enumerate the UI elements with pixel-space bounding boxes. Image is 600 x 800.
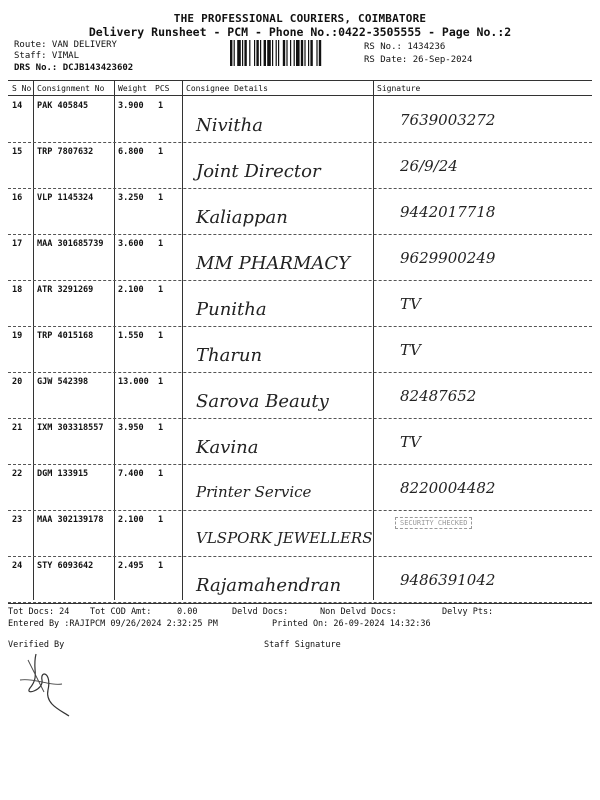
- barcode-bar: [294, 40, 295, 66]
- row-consignee-handwritten: Nivitha: [196, 115, 263, 136]
- barcode-bar: [256, 40, 258, 66]
- row-consignee-handwritten: Printer Service: [196, 483, 312, 501]
- row-sno: 18: [12, 285, 23, 295]
- row-weight: 3.900: [118, 101, 144, 111]
- col-pcs: PCS: [155, 84, 170, 93]
- route-label: Route: VAN DELIVERY: [14, 40, 117, 50]
- row-consignment-no: TRP 7807632: [37, 147, 94, 157]
- table-header-border: [8, 95, 592, 96]
- row-signature-handwritten: 9442017718: [400, 203, 496, 221]
- barcode-bar: [301, 40, 303, 66]
- row-consignment-no: ATR 3291269: [37, 285, 94, 295]
- non-delivered-docs: Non Delvd Docs:: [320, 607, 397, 617]
- verified-by-label: Verified By: [8, 640, 65, 650]
- row-weight: 2.100: [118, 515, 144, 525]
- row-separator: [8, 418, 592, 419]
- row-pcs: 1: [158, 331, 164, 341]
- row-consignee-handwritten: Sarova Beauty: [196, 391, 329, 412]
- row-pcs: 1: [158, 147, 164, 157]
- barcode-bar: [296, 40, 300, 66]
- row-signature-handwritten: 9629900249: [400, 249, 496, 267]
- barcode-bar: [316, 40, 317, 66]
- table-top-border: [8, 80, 592, 81]
- barcode-bar: [267, 40, 271, 66]
- row-pcs: 1: [158, 469, 164, 479]
- barcode-bar: [254, 40, 255, 66]
- row-pcs: 1: [158, 285, 164, 295]
- row-signature-handwritten: 8220004482: [400, 479, 496, 497]
- total-cod-amount: Tot COD Amt: 0.00: [90, 607, 198, 617]
- barcode-bar: [237, 40, 241, 66]
- row-sno: 16: [12, 193, 23, 203]
- row-separator: [8, 280, 592, 281]
- row-consignment-no: DGM 133915: [37, 469, 89, 479]
- col-signature: Signature: [377, 84, 421, 93]
- runsheet-title: Delivery Runsheet - PCM - Phone No.:0422-3505555 - Page No.:2: [88, 25, 512, 39]
- row-signature-handwritten: TV: [400, 295, 421, 313]
- col-consignee: Consignee Details: [186, 84, 268, 93]
- footer-border: [8, 603, 592, 604]
- col-consignment: Consignment No: [37, 84, 105, 93]
- barcode-bar: [310, 40, 312, 66]
- row-separator: [8, 372, 592, 373]
- row-consignment-no: MAA 301685739: [37, 239, 104, 249]
- row-signature-handwritten: 26/9/24: [400, 157, 458, 175]
- row-pcs: 1: [158, 239, 164, 249]
- row-signature-handwritten: 9486391042: [400, 571, 496, 589]
- row-weight: 3.950: [118, 423, 144, 433]
- verifier-signature: [14, 650, 84, 720]
- row-signature-handwritten: 7639003272: [400, 111, 496, 129]
- row-pcs: 1: [158, 101, 164, 111]
- row-consignee-handwritten: Kavina: [196, 437, 259, 458]
- row-weight: 2.495: [118, 561, 144, 571]
- row-consignment-no: MAA 302139178: [37, 515, 104, 525]
- row-consignment-no: GJW 542398: [37, 377, 89, 387]
- staff-signature-label: Staff Signature: [264, 640, 341, 650]
- delivered-docs: Delvd Docs:: [232, 607, 289, 617]
- col-divider: [114, 80, 115, 600]
- row-sno: 22: [12, 469, 23, 479]
- barcode-bar: [230, 40, 232, 66]
- col-divider: [182, 80, 183, 600]
- row-sno: 19: [12, 331, 23, 341]
- barcode-bar: [234, 40, 235, 66]
- entered-by: Entered By :RAJIPCM 09/26/2024 2:32:25 PM: [8, 619, 218, 629]
- row-separator: [8, 234, 592, 235]
- row-signature-handwritten: 82487652: [400, 387, 477, 405]
- row-pcs: 1: [158, 377, 164, 387]
- row-sno: 20: [12, 377, 23, 387]
- rs-number: RS No.: 1434236: [364, 42, 446, 52]
- row-weight: 2.100: [118, 285, 144, 295]
- barcode-bar: [264, 40, 266, 66]
- row-pcs: 1: [158, 515, 164, 525]
- barcode-bar: [276, 40, 277, 66]
- row-consignment-no: STY 6093642: [37, 561, 94, 571]
- barcode-bar: [242, 40, 243, 66]
- row-sno: 23: [12, 515, 23, 525]
- row-weight: 3.600: [118, 239, 144, 249]
- row-sno: 24: [12, 561, 23, 571]
- col-divider: [373, 80, 374, 600]
- row-weight: 6.800: [118, 147, 144, 157]
- row-signature-handwritten: TV: [400, 341, 421, 359]
- row-consignment-no: IXM 303318557: [37, 423, 104, 433]
- col-sno: S No: [12, 84, 32, 93]
- row-consignee-handwritten: Punitha: [196, 299, 267, 320]
- barcode-bar: [283, 40, 285, 66]
- row-separator: [8, 326, 592, 327]
- row-consignment-no: PAK 405845: [37, 101, 89, 111]
- row-sno: 15: [12, 147, 23, 157]
- row-weight: 13.000: [118, 377, 149, 387]
- row-pcs: 1: [158, 423, 164, 433]
- barcode-bar: [278, 40, 279, 66]
- security-checked-stamp: SECURITY CHECKED: [395, 517, 472, 529]
- row-consignee-handwritten: Rajamahendran: [196, 575, 342, 596]
- barcode-bar: [249, 40, 250, 66]
- col-weight: Weight: [118, 84, 147, 93]
- barcode-bar: [304, 40, 305, 66]
- row-pcs: 1: [158, 561, 164, 571]
- row-consignee-handwritten: MM PHARMACY: [196, 253, 351, 274]
- row-separator: [8, 510, 592, 511]
- row-consignee-handwritten: Kaliappan: [196, 207, 288, 228]
- barcode-bar: [286, 40, 287, 66]
- delivery-points: Delvy Pts:: [442, 607, 494, 617]
- row-sno: 14: [12, 101, 23, 111]
- rs-date: RS Date: 26-Sep-2024: [364, 55, 473, 65]
- row-separator: [8, 188, 592, 189]
- printed-on: Printed On: 26-09-2024 14:32:36: [272, 619, 431, 629]
- row-separator: [8, 464, 592, 465]
- row-weight: 1.550: [118, 331, 144, 341]
- barcode-bar: [272, 40, 273, 66]
- row-pcs: 1: [158, 193, 164, 203]
- total-docs: Tot Docs: 24: [8, 607, 70, 617]
- row-signature-handwritten: TV: [400, 433, 421, 451]
- row-separator: [8, 556, 592, 557]
- row-weight: 3.250: [118, 193, 144, 203]
- row-consignee-handwritten: Joint Director: [196, 161, 321, 182]
- staff-label: Staff: VIMAL: [14, 51, 80, 61]
- barcode-bar: [260, 40, 261, 66]
- barcode-bar: [290, 40, 291, 66]
- row-consignee-handwritten: Tharun: [196, 345, 263, 366]
- company-name: THE PROFESSIONAL COURIERS, COIMBATORE: [173, 12, 427, 25]
- row-consignee-handwritten: VLSPORK JEWELLERS: [196, 529, 373, 547]
- drs-number: DRS No.: DCJB143423602: [14, 63, 134, 73]
- col-divider: [33, 80, 34, 600]
- barcode: [230, 40, 355, 66]
- row-consignment-no: TRP 4015168: [37, 331, 94, 341]
- row-sno: 17: [12, 239, 23, 249]
- barcode-bar: [244, 40, 246, 66]
- row-separator: [8, 142, 592, 143]
- barcode-bar: [308, 40, 309, 66]
- row-consignment-no: VLP 1145324: [37, 193, 94, 203]
- row-sno: 21: [12, 423, 23, 433]
- barcode-bar: [319, 40, 321, 66]
- row-weight: 7.400: [118, 469, 144, 479]
